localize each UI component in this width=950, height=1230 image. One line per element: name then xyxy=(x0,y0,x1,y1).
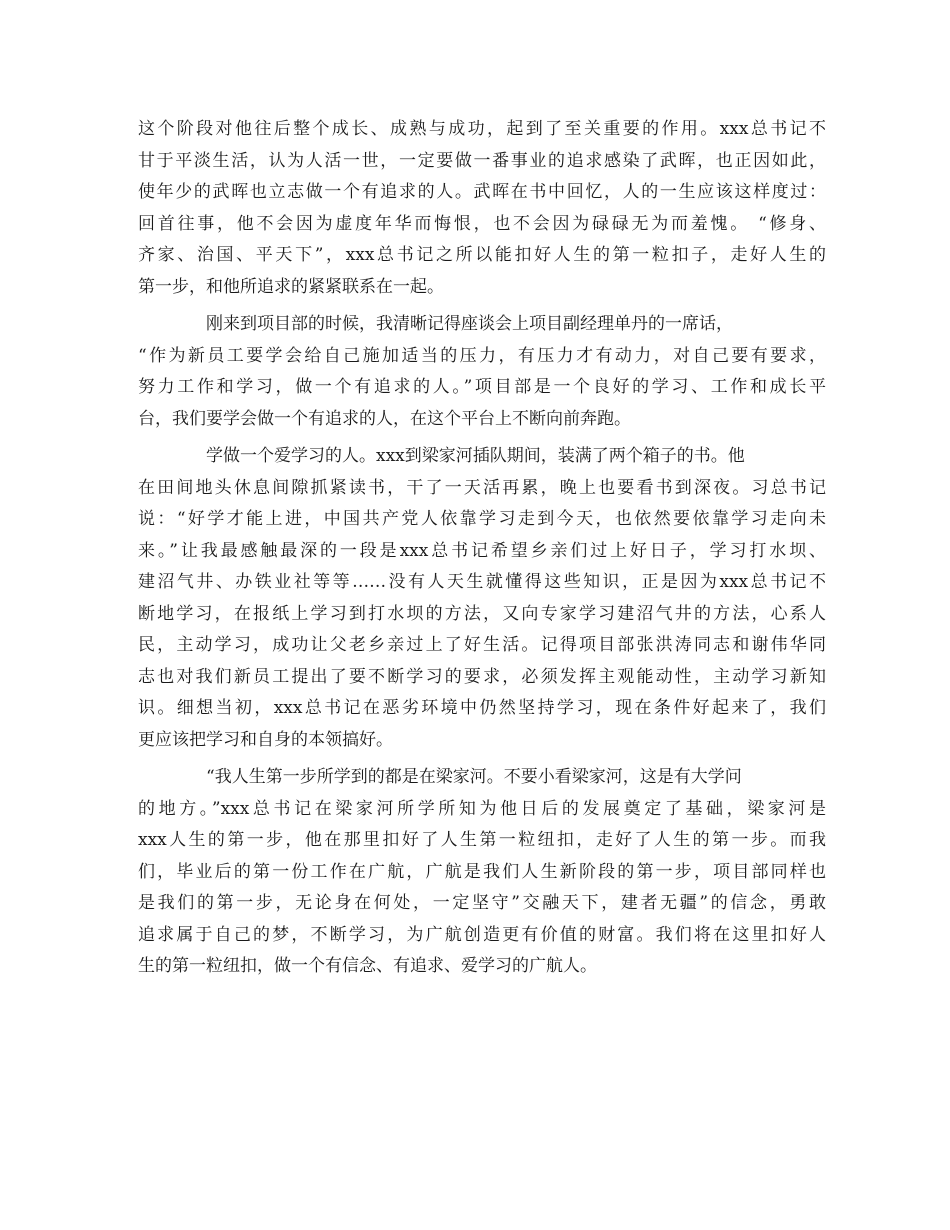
text-line: 建沼气井、办铁业社等等……没有人天生就懂得这些知识，正是因为xxx总书记不 xyxy=(138,572,826,592)
text-line: 这个阶段对他往后整个成长、成熟与成功，起到了至关重要的作用。xxx总书记不 xyxy=(138,119,826,139)
text-line: 更应该把学习和自身的本领搞好。 xyxy=(138,729,393,750)
text-line: 们，毕业后的第一份工作在广航，广航是我们人生新阶段的第一步，项目部同样也 xyxy=(138,861,826,882)
text-line: 说：“好学才能上进，中国共产党人依靠学习走到今天，也依然要依靠学习走向未 xyxy=(138,509,826,529)
text-line: “作为新员工要学会给自己施加适当的压力，有压力才有动力，对自己要有要求， xyxy=(138,345,826,366)
text-line: 识。细想当初，xxx总书记在恶劣环境中仍然坚持学习，现在条件好起来了，我们 xyxy=(138,698,826,718)
text-line: 断地学习，在报纸上学习到打水坝的方法，又向专家学习建沼气井的方法，心系人 xyxy=(138,603,826,624)
text-line: 志也对我们新员工提出了要不断学习的要求，必须发挥主观能动性，主动学习新知 xyxy=(138,666,826,687)
text-line: 甘于平淡生活，认为人活一世，一定要做一番事业的追求感染了武晖，也正因如此， xyxy=(138,150,826,171)
text-line: 生的第一粒纽扣，做一个有信念、有追求、爱学习的广航人。 xyxy=(138,956,597,976)
text-line: xxx人生的第一步，他在那里扣好了人生第一粒纽扣，走好了人生的第一步。而我 xyxy=(138,830,826,850)
text-line: 刚来到项目部的时候，我清晰记得座谈会上项目副经理单丹的一席话， xyxy=(206,314,733,334)
document-body xyxy=(138,114,826,983)
text-line: 齐家、治国、平天下”，xxx总书记之所以能扣好人生的第一粒扣子，走好人生的 xyxy=(138,245,826,265)
text-line: 回首往事，他不会因为虚度年华而悔恨，也不会因为碌碌无为而羞愧。 “修身、 xyxy=(138,213,826,234)
text-line: 在田间地头休息间隙抓紧读书，干了一天活再累，晚上也要看书到深夜。习总书记 xyxy=(138,477,826,498)
paragraph-2 xyxy=(138,309,826,435)
text-line: 追求属于自己的梦，不断学习，为广航创造更有价值的财富。我们将在这里扣好人 xyxy=(138,924,826,945)
text-line: 台，我们要学会做一个有追求的人，在这个平台上不断向前奔跑。 xyxy=(138,408,631,429)
text-line: 的地方。”xxx总书记在梁家河所学所知为他日后的发展奠定了基础，梁家河是 xyxy=(138,798,826,819)
text-line: 努力工作和学习，做一个有追求的人。”项目部是一个良好的学习、工作和成长平 xyxy=(138,377,826,397)
text-line: “我人生第一步所学到的都是在梁家河。不要小看梁家河，这是有大学问 xyxy=(206,767,742,787)
text-line: 第一步，和他所追求的紧紧联系在一起。 xyxy=(138,276,444,297)
text-line: 是我们的第一步，无论身在何处，一定坚守”交融天下，建者无疆”的信念，勇敢 xyxy=(138,893,826,913)
paragraph-1 xyxy=(138,114,826,303)
text-line: 学做一个爱学习的人。xxx到梁家河插队期间，装满了两个箱子的书。他 xyxy=(206,446,745,466)
paragraph-4 xyxy=(138,762,826,983)
text-line: 民，主动学习，成功让父老乡亲过上了好生活。记得项目部张洪涛同志和谢伟华同 xyxy=(138,635,826,655)
paragraph-3 xyxy=(138,441,826,756)
text-line: 使年少的武晖也立志做一个有追求的人。武晖在书中回忆，人的一生应该这样度过： xyxy=(138,182,826,202)
text-line: 来。”让我最感触最深的一段是xxx总书记希望乡亲们过上好日子，学习打水坝、 xyxy=(138,540,826,561)
